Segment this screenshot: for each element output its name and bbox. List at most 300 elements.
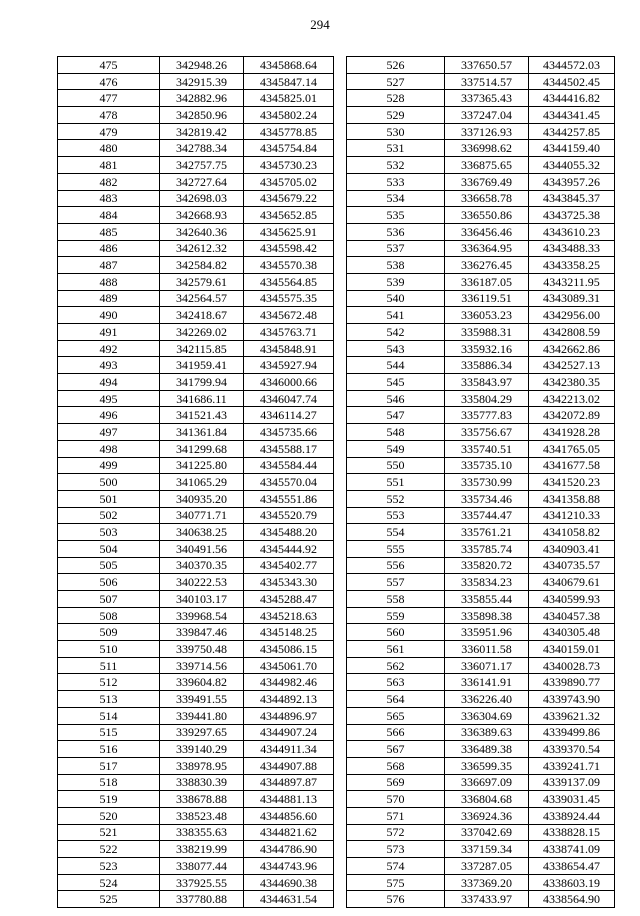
x-coordinate-cell: 335834.23 [445, 574, 529, 591]
x-coordinate-cell: 336998.62 [445, 140, 529, 157]
y-coordinate-cell: 4344786.90 [244, 841, 334, 858]
point-number-cell: 547 [347, 407, 445, 424]
x-coordinate-cell: 336119.51 [445, 290, 529, 307]
x-coordinate-cell: 336364.95 [445, 240, 529, 257]
x-coordinate-cell: 342579.61 [160, 273, 244, 290]
y-coordinate-cell: 4340159.01 [529, 641, 615, 658]
table-row [347, 107, 615, 124]
point-number-cell: 494 [58, 374, 160, 391]
table-row [347, 474, 615, 491]
table-row [347, 273, 615, 290]
table-row [347, 757, 615, 774]
table-row [347, 824, 615, 841]
x-coordinate-cell: 337514.57 [445, 73, 529, 90]
x-coordinate-cell: 337780.88 [160, 891, 244, 908]
table-row [347, 407, 615, 424]
y-coordinate-cell: 4345402.77 [244, 557, 334, 574]
x-coordinate-cell: 340103.17 [160, 591, 244, 608]
point-number-cell: 528 [347, 90, 445, 107]
table-row [58, 123, 334, 140]
y-coordinate-cell: 4343488.33 [529, 240, 615, 257]
x-coordinate-cell: 341959.41 [160, 357, 244, 374]
y-coordinate-cell: 4344892.13 [244, 691, 334, 708]
x-coordinate-cell: 339714.56 [160, 657, 244, 674]
table-row [347, 73, 615, 90]
x-coordinate-cell: 338219.99 [160, 841, 244, 858]
x-coordinate-cell: 336071.17 [445, 657, 529, 674]
point-number-cell: 503 [58, 524, 160, 541]
point-number-cell: 565 [347, 707, 445, 724]
table-row [347, 157, 615, 174]
y-coordinate-cell: 4345825.01 [244, 90, 334, 107]
y-coordinate-cell: 4344743.96 [244, 858, 334, 875]
x-coordinate-cell: 335932.16 [445, 340, 529, 357]
y-coordinate-cell: 4345444.92 [244, 540, 334, 557]
table-row [58, 757, 334, 774]
x-coordinate-cell: 336658.78 [445, 190, 529, 207]
y-coordinate-cell: 4340457.38 [529, 607, 615, 624]
point-number-cell: 562 [347, 657, 445, 674]
x-coordinate-cell: 336489.38 [445, 741, 529, 758]
point-number-cell: 479 [58, 123, 160, 140]
x-coordinate-cell: 335820.72 [445, 557, 529, 574]
point-number-cell: 482 [58, 173, 160, 190]
point-number-cell: 539 [347, 273, 445, 290]
x-coordinate-cell: 337042.69 [445, 824, 529, 841]
x-coordinate-cell: 335730.99 [445, 474, 529, 491]
y-coordinate-cell: 4343358.25 [529, 257, 615, 274]
y-coordinate-cell: 4345570.04 [244, 474, 334, 491]
x-coordinate-cell: 339847.46 [160, 624, 244, 641]
point-number-cell: 508 [58, 607, 160, 624]
table-row [347, 440, 615, 457]
x-coordinate-cell: 337925.55 [160, 874, 244, 891]
y-coordinate-cell: 4342662.86 [529, 340, 615, 357]
point-number-cell: 517 [58, 757, 160, 774]
x-coordinate-cell: 340491.56 [160, 540, 244, 557]
y-coordinate-cell: 4339890.77 [529, 674, 615, 691]
y-coordinate-cell: 4345705.02 [244, 173, 334, 190]
y-coordinate-cell: 4345625.91 [244, 223, 334, 240]
point-number-cell: 481 [58, 157, 160, 174]
coordinates-table-left [57, 56, 334, 908]
y-coordinate-cell: 4345520.79 [244, 507, 334, 524]
table-row [347, 190, 615, 207]
y-coordinate-cell: 4345061.70 [244, 657, 334, 674]
point-number-cell: 573 [347, 841, 445, 858]
point-number-cell: 548 [347, 424, 445, 441]
point-number-cell: 534 [347, 190, 445, 207]
y-coordinate-cell: 4345575.35 [244, 290, 334, 307]
y-coordinate-cell: 4344257.85 [529, 123, 615, 140]
point-number-cell: 531 [347, 140, 445, 157]
y-coordinate-cell: 4345672.48 [244, 307, 334, 324]
table-row [347, 841, 615, 858]
y-coordinate-cell: 4345754.84 [244, 140, 334, 157]
point-number-cell: 541 [347, 307, 445, 324]
y-coordinate-cell: 4345598.42 [244, 240, 334, 257]
x-coordinate-cell: 335886.34 [445, 357, 529, 374]
table-row [58, 457, 334, 474]
point-number-cell: 497 [58, 424, 160, 441]
y-coordinate-cell: 4343211.95 [529, 273, 615, 290]
x-coordinate-cell: 337369.20 [445, 874, 529, 891]
y-coordinate-cell: 4340599.93 [529, 591, 615, 608]
point-number-cell: 570 [347, 791, 445, 808]
x-coordinate-cell: 335785.74 [445, 540, 529, 557]
table-row [58, 474, 334, 491]
table-row [58, 741, 334, 758]
y-coordinate-cell: 4341765.05 [529, 440, 615, 457]
x-coordinate-cell: 342668.93 [160, 207, 244, 224]
point-number-cell: 500 [58, 474, 160, 491]
point-number-cell: 504 [58, 540, 160, 557]
y-coordinate-cell: 4341928.28 [529, 424, 615, 441]
point-number-cell: 480 [58, 140, 160, 157]
point-number-cell: 558 [347, 591, 445, 608]
y-coordinate-cell: 4344341.45 [529, 107, 615, 124]
table-row [347, 524, 615, 541]
y-coordinate-cell: 4342213.02 [529, 390, 615, 407]
y-coordinate-cell: 4342072.89 [529, 407, 615, 424]
y-coordinate-cell: 4345343.30 [244, 574, 334, 591]
y-coordinate-cell: 4345679.22 [244, 190, 334, 207]
y-coordinate-cell: 4344631.54 [244, 891, 334, 908]
point-number-cell: 574 [347, 858, 445, 875]
x-coordinate-cell: 341225.80 [160, 457, 244, 474]
x-coordinate-cell: 335898.38 [445, 607, 529, 624]
x-coordinate-cell: 339297.65 [160, 724, 244, 741]
x-coordinate-cell: 339750.48 [160, 641, 244, 658]
table-row [58, 357, 334, 374]
y-coordinate-cell: 4338564.90 [529, 891, 615, 908]
x-coordinate-cell: 340222.53 [160, 574, 244, 591]
table-row [347, 374, 615, 391]
y-coordinate-cell: 4342808.59 [529, 324, 615, 341]
y-coordinate-cell: 4338741.09 [529, 841, 615, 858]
x-coordinate-cell: 341065.29 [160, 474, 244, 491]
y-coordinate-cell: 4338654.47 [529, 858, 615, 875]
point-number-cell: 560 [347, 624, 445, 641]
y-coordinate-cell: 4343957.26 [529, 173, 615, 190]
x-coordinate-cell: 336697.09 [445, 774, 529, 791]
x-coordinate-cell: 339441.80 [160, 707, 244, 724]
y-coordinate-cell: 4338924.44 [529, 807, 615, 824]
table-row [347, 324, 615, 341]
x-coordinate-cell: 342612.32 [160, 240, 244, 257]
y-coordinate-cell: 4345735.66 [244, 424, 334, 441]
point-number-cell: 512 [58, 674, 160, 691]
point-number-cell: 511 [58, 657, 160, 674]
table-row [58, 240, 334, 257]
x-coordinate-cell: 342727.64 [160, 173, 244, 190]
table-row [347, 741, 615, 758]
y-coordinate-cell: 4341358.88 [529, 490, 615, 507]
point-number-cell: 502 [58, 507, 160, 524]
table-row [347, 807, 615, 824]
point-number-cell: 542 [347, 324, 445, 341]
x-coordinate-cell: 342584.82 [160, 257, 244, 274]
y-coordinate-cell: 4344907.88 [244, 757, 334, 774]
table-row [58, 223, 334, 240]
x-coordinate-cell: 335843.97 [445, 374, 529, 391]
y-coordinate-cell: 4345564.85 [244, 273, 334, 290]
point-number-cell: 530 [347, 123, 445, 140]
table-row [347, 240, 615, 257]
point-number-cell: 538 [347, 257, 445, 274]
table-row [347, 390, 615, 407]
x-coordinate-cell: 335744.47 [445, 507, 529, 524]
y-coordinate-cell: 4343845.37 [529, 190, 615, 207]
y-coordinate-cell: 4339370.54 [529, 741, 615, 758]
table-row [347, 540, 615, 557]
y-coordinate-cell: 4346047.74 [244, 390, 334, 407]
y-coordinate-cell: 4345778.85 [244, 123, 334, 140]
point-number-cell: 488 [58, 273, 160, 290]
point-number-cell: 486 [58, 240, 160, 257]
y-coordinate-cell: 4342380.35 [529, 374, 615, 391]
table-row [58, 340, 334, 357]
table-row [347, 257, 615, 274]
table-row [347, 858, 615, 875]
y-coordinate-cell: 4345288.47 [244, 591, 334, 608]
x-coordinate-cell: 335734.46 [445, 490, 529, 507]
table-row [58, 824, 334, 841]
y-coordinate-cell: 4339241.71 [529, 757, 615, 774]
x-coordinate-cell: 335951.96 [445, 624, 529, 641]
x-coordinate-cell: 336550.86 [445, 207, 529, 224]
point-number-cell: 543 [347, 340, 445, 357]
y-coordinate-cell: 4345148.25 [244, 624, 334, 641]
x-coordinate-cell: 336456.46 [445, 223, 529, 240]
point-number-cell: 483 [58, 190, 160, 207]
point-number-cell: 495 [58, 390, 160, 407]
point-number-cell: 555 [347, 540, 445, 557]
y-coordinate-cell: 4345570.38 [244, 257, 334, 274]
table-row [347, 507, 615, 524]
table-row [347, 791, 615, 808]
y-coordinate-cell: 4339499.86 [529, 724, 615, 741]
y-coordinate-cell: 4340735.57 [529, 557, 615, 574]
x-coordinate-cell: 336276.45 [445, 257, 529, 274]
x-coordinate-cell: 336599.35 [445, 757, 529, 774]
point-number-cell: 507 [58, 591, 160, 608]
y-coordinate-cell: 4339621.32 [529, 707, 615, 724]
point-number-cell: 563 [347, 674, 445, 691]
point-number-cell: 537 [347, 240, 445, 257]
table-row [58, 574, 334, 591]
point-number-cell: 532 [347, 157, 445, 174]
x-coordinate-cell: 337433.97 [445, 891, 529, 908]
point-number-cell: 515 [58, 724, 160, 741]
table-row [58, 507, 334, 524]
table-row [58, 173, 334, 190]
y-coordinate-cell: 4341058.82 [529, 524, 615, 541]
x-coordinate-cell: 336053.23 [445, 307, 529, 324]
x-coordinate-cell: 336141.91 [445, 674, 529, 691]
x-coordinate-cell: 342640.36 [160, 223, 244, 240]
x-coordinate-cell: 337247.04 [445, 107, 529, 124]
y-coordinate-cell: 4345488.20 [244, 524, 334, 541]
point-number-cell: 493 [58, 357, 160, 374]
table-row [58, 891, 334, 908]
table-row [347, 340, 615, 357]
x-coordinate-cell: 339491.55 [160, 691, 244, 708]
table-row [58, 874, 334, 891]
y-coordinate-cell: 4339137.09 [529, 774, 615, 791]
y-coordinate-cell: 4345218.63 [244, 607, 334, 624]
table-row [58, 524, 334, 541]
table-row [347, 641, 615, 658]
y-coordinate-cell: 4344821.62 [244, 824, 334, 841]
table-row [347, 691, 615, 708]
x-coordinate-cell: 338830.39 [160, 774, 244, 791]
x-coordinate-cell: 337365.43 [445, 90, 529, 107]
table-row [347, 173, 615, 190]
x-coordinate-cell: 339140.29 [160, 741, 244, 758]
x-coordinate-cell: 336187.05 [445, 273, 529, 290]
table-row [58, 57, 334, 74]
table-row [347, 290, 615, 307]
y-coordinate-cell: 4340903.41 [529, 540, 615, 557]
point-number-cell: 566 [347, 724, 445, 741]
point-number-cell: 519 [58, 791, 160, 808]
y-coordinate-cell: 4338828.15 [529, 824, 615, 841]
table-row [58, 90, 334, 107]
y-coordinate-cell: 4344416.82 [529, 90, 615, 107]
table-row [58, 774, 334, 791]
table-row [58, 657, 334, 674]
y-coordinate-cell: 4344881.13 [244, 791, 334, 808]
table-row [58, 591, 334, 608]
x-coordinate-cell: 338978.95 [160, 757, 244, 774]
x-coordinate-cell: 340935.20 [160, 490, 244, 507]
x-coordinate-cell: 340638.25 [160, 524, 244, 541]
x-coordinate-cell: 342882.96 [160, 90, 244, 107]
x-coordinate-cell: 335735.10 [445, 457, 529, 474]
y-coordinate-cell: 4344907.24 [244, 724, 334, 741]
table-row [347, 357, 615, 374]
y-coordinate-cell: 4346000.66 [244, 374, 334, 391]
y-coordinate-cell: 4341210.33 [529, 507, 615, 524]
table-row [347, 707, 615, 724]
x-coordinate-cell: 342269.02 [160, 324, 244, 341]
table-row [347, 57, 615, 74]
point-number-cell: 485 [58, 223, 160, 240]
y-coordinate-cell: 4343089.31 [529, 290, 615, 307]
table-row [58, 273, 334, 290]
point-number-cell: 522 [58, 841, 160, 858]
y-coordinate-cell: 4340028.73 [529, 657, 615, 674]
y-coordinate-cell: 4344572.03 [529, 57, 615, 74]
table-row [347, 123, 615, 140]
x-coordinate-cell: 335756.67 [445, 424, 529, 441]
point-number-cell: 496 [58, 407, 160, 424]
x-coordinate-cell: 341521.43 [160, 407, 244, 424]
x-coordinate-cell: 341686.11 [160, 390, 244, 407]
point-number-cell: 526 [347, 57, 445, 74]
y-coordinate-cell: 4345868.64 [244, 57, 334, 74]
x-coordinate-cell: 336011.58 [445, 641, 529, 658]
table-row [347, 674, 615, 691]
y-coordinate-cell: 4345802.24 [244, 107, 334, 124]
x-coordinate-cell: 342948.26 [160, 57, 244, 74]
y-coordinate-cell: 4345730.23 [244, 157, 334, 174]
table-row [58, 841, 334, 858]
table-row [347, 774, 615, 791]
y-coordinate-cell: 4344502.45 [529, 73, 615, 90]
table-row [58, 374, 334, 391]
point-number-cell: 550 [347, 457, 445, 474]
point-number-cell: 572 [347, 824, 445, 841]
point-number-cell: 491 [58, 324, 160, 341]
table-row [58, 624, 334, 641]
point-number-cell: 525 [58, 891, 160, 908]
x-coordinate-cell: 338077.44 [160, 858, 244, 875]
x-coordinate-cell: 337287.05 [445, 858, 529, 875]
y-coordinate-cell: 4345584.44 [244, 457, 334, 474]
y-coordinate-cell: 4344856.60 [244, 807, 334, 824]
x-coordinate-cell: 342915.39 [160, 73, 244, 90]
x-coordinate-cell: 336875.65 [445, 157, 529, 174]
y-coordinate-cell: 4345763.71 [244, 324, 334, 341]
table-row [58, 540, 334, 557]
y-coordinate-cell: 4342956.00 [529, 307, 615, 324]
y-coordinate-cell: 4344911.34 [244, 741, 334, 758]
point-number-cell: 487 [58, 257, 160, 274]
point-number-cell: 536 [347, 223, 445, 240]
x-coordinate-cell: 341799.94 [160, 374, 244, 391]
table-row [347, 90, 615, 107]
point-number-cell: 490 [58, 307, 160, 324]
table-row [58, 190, 334, 207]
x-coordinate-cell: 342418.67 [160, 307, 244, 324]
point-number-cell: 575 [347, 874, 445, 891]
y-coordinate-cell: 4345847.14 [244, 73, 334, 90]
x-coordinate-cell: 336304.69 [445, 707, 529, 724]
point-number-cell: 551 [347, 474, 445, 491]
point-number-cell: 544 [347, 357, 445, 374]
y-coordinate-cell: 4339743.90 [529, 691, 615, 708]
point-number-cell: 576 [347, 891, 445, 908]
x-coordinate-cell: 335804.29 [445, 390, 529, 407]
x-coordinate-cell: 337159.34 [445, 841, 529, 858]
point-number-cell: 477 [58, 90, 160, 107]
x-coordinate-cell: 335777.83 [445, 407, 529, 424]
y-coordinate-cell: 4345927.94 [244, 357, 334, 374]
point-number-cell: 521 [58, 824, 160, 841]
point-number-cell: 484 [58, 207, 160, 224]
x-coordinate-cell: 336769.49 [445, 173, 529, 190]
point-number-cell: 535 [347, 207, 445, 224]
point-number-cell: 520 [58, 807, 160, 824]
table-row [58, 290, 334, 307]
table-row [58, 490, 334, 507]
table-row [347, 140, 615, 157]
table-row [347, 424, 615, 441]
point-number-cell: 516 [58, 741, 160, 758]
x-coordinate-cell: 336226.40 [445, 691, 529, 708]
table-row [347, 574, 615, 591]
y-coordinate-cell: 4345086.15 [244, 641, 334, 658]
x-coordinate-cell: 335855.44 [445, 591, 529, 608]
point-number-cell: 553 [347, 507, 445, 524]
point-number-cell: 568 [347, 757, 445, 774]
table-row [58, 440, 334, 457]
x-coordinate-cell: 341361.84 [160, 424, 244, 441]
point-number-cell: 556 [347, 557, 445, 574]
x-coordinate-cell: 338523.48 [160, 807, 244, 824]
